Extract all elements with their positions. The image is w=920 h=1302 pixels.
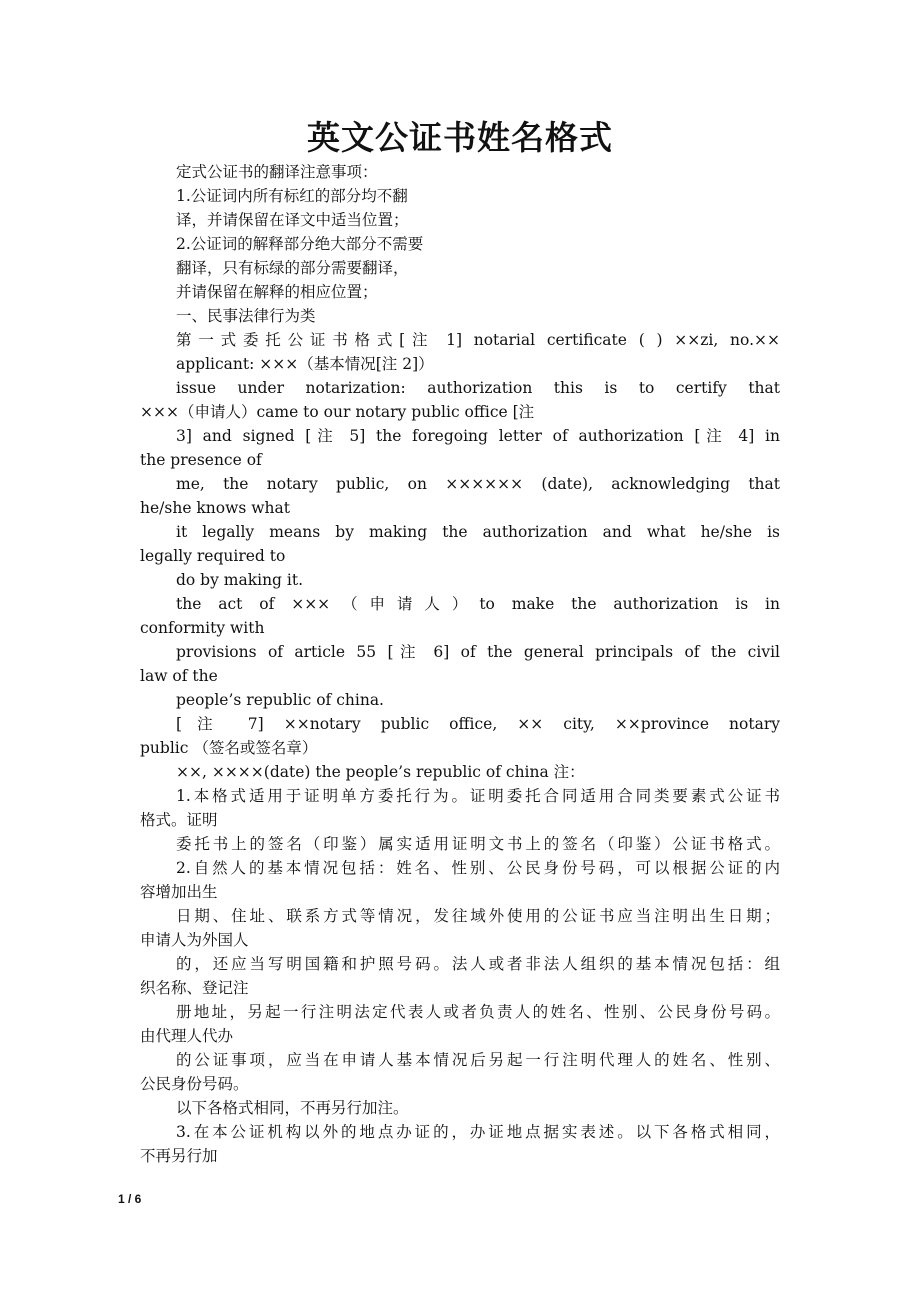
text-line: 由代理人代办: [140, 1027, 234, 1045]
text-line: 申请人为外国人: [140, 931, 249, 949]
text-line: law of the: [140, 667, 218, 685]
page-number: 1 / 6: [118, 1192, 142, 1206]
text-line: 的公证事项，应当在申请人基本情况后另起一行注明代理人的姓名、性别、: [176, 1051, 780, 1069]
text-line: he/she knows what: [140, 499, 290, 517]
text-line: do by making it.: [176, 571, 304, 589]
text-line: [注 7] ××notary public office, ×× city, ××province notary: [176, 715, 780, 733]
text-line: issue under notarization: authorization this is to certify that: [176, 379, 780, 397]
text-line: it legally means by making the authorization and what he/she is: [176, 523, 780, 541]
text-line: 定式公证书的翻译注意事项：: [176, 163, 378, 181]
text-line: conformity with: [140, 619, 265, 637]
text-line: me, the notary public, on ×××××× (date), acknowledging that: [176, 475, 780, 493]
document-title: 英文公证书姓名格式: [307, 118, 613, 157]
text-line: provisions of article 55 [注 6] of the general principals of the civil: [176, 643, 780, 661]
text-line: the presence of: [140, 451, 262, 469]
text-line: 容增加出生: [140, 883, 218, 901]
document-body: [140, 160, 780, 1168]
text-line: 委托书上的签名（印鉴）属实适用证明文书上的签名（印鉴）公证书格式。: [176, 835, 780, 853]
text-line: 2.自然人的基本情况包括：姓名、性别、公民身份号码，可以根据公证的内: [176, 859, 780, 877]
text-line: legally required to: [140, 547, 286, 565]
text-line: applicant: ×××（基本情况[注 2]）: [176, 355, 434, 373]
text-line: 日期、住址、联系方式等情况，发往域外使用的公证书应当注明出生日期；: [176, 907, 780, 925]
text-line: ××, ××××(date) the people’s republic of china 注：: [176, 763, 585, 781]
text-line: 以下各格式相同，不再另行加注。: [176, 1099, 409, 1117]
text-line: 不再另行加: [140, 1147, 218, 1165]
text-line: 一、民事法律行为类: [176, 307, 316, 325]
text-line: the act of ×××（申请人）to make the authorization is in: [176, 595, 780, 613]
text-line: 1.本格式适用于证明单方委托行为。证明委托合同适用合同类要素式公证书: [176, 787, 780, 805]
text-line: 1.公证词内所有标红的部分均不翻: [176, 187, 408, 205]
text-line: 册地址，另起一行注明法定代表人或者负责人的姓名、性别、公民身份号码。: [176, 1003, 780, 1021]
text-line: 的，还应当写明国籍和护照号码。法人或者非法人组织的基本情况包括：组: [176, 955, 780, 973]
text-line: 公民身份号码。: [140, 1075, 249, 1093]
text-line: ×××（申请人）came to our notary public office [注: [140, 403, 535, 421]
text-line: 3.在本公证机构以外的地点办证的，办证地点据实表述。以下各格式相同，: [176, 1123, 780, 1141]
text-line: 格式。证明: [140, 811, 218, 829]
text-line: 翻译，只有标绿的部分需要翻译，: [176, 259, 409, 277]
text-line: 第一式委托公证书格式[注 1] notarial certificate ( ) ××zi, no.××: [176, 331, 780, 349]
text-line: public （签名或签名章）: [140, 739, 318, 757]
text-line: people’s republic of china.: [176, 691, 384, 709]
text-line: 并请保留在解释的相应位置；: [176, 283, 378, 301]
text-line: 译，并请保留在译文中适当位置；: [176, 211, 409, 229]
text-line: 3] and signed [注 5] the foregoing letter of authorization [注 4] in: [176, 427, 780, 445]
text-line: 织名称、登记注: [140, 979, 249, 997]
text-line: 2.公证词的解释部分绝大部分不需要: [176, 235, 424, 253]
